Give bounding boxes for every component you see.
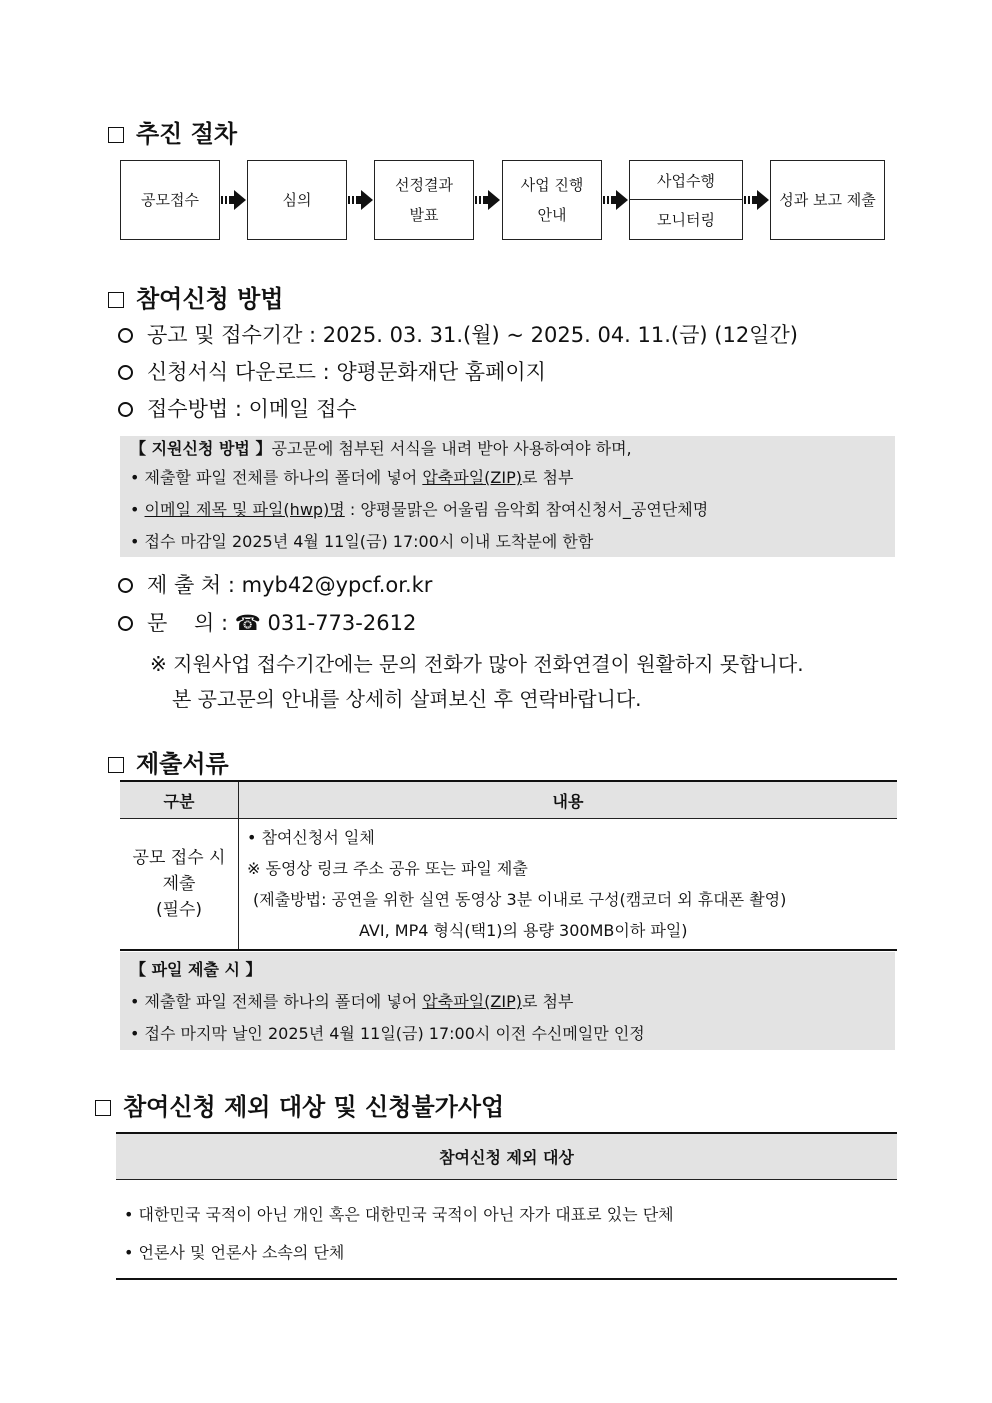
flow-step-5-top: 사업수행 xyxy=(630,161,742,200)
docs-row-label: 공모 접수 시 제출 (필수) xyxy=(120,819,239,951)
checkbox-square-icon xyxy=(108,127,124,143)
checkbox-square-icon xyxy=(95,1100,111,1116)
checkbox-square-icon xyxy=(108,292,124,308)
list-item: • 대한민국 국적이 아닌 개인 혹은 대한민국 국적이 아닌 자가 대표로 있는 단체 xyxy=(124,1205,674,1224)
notice-line-1: ※ 지원사업 접수기간에는 문의 전화가 많아 전화연결이 원활하지 못합니다. xyxy=(150,652,804,676)
ring-bullet-icon xyxy=(118,402,133,417)
flow-step-3: 선정결과 발표 xyxy=(374,160,474,240)
arrow-right-icon xyxy=(348,189,374,211)
section-title-procedure: 추진 절차 xyxy=(108,114,237,149)
docs-table-header xyxy=(120,781,897,819)
list-item: • 언론사 및 언론사 소속의 단체 xyxy=(124,1243,345,1262)
docs-col-content: 내용 xyxy=(239,781,898,819)
flow-step-1: 공모접수 xyxy=(120,160,220,240)
table-row xyxy=(120,819,897,951)
section-title-excluded: 참여신청 제외 대상 및 신청불가사업 xyxy=(95,1087,504,1122)
submit-to-item: 제 출 처 : myb42@ypcf.or.kr xyxy=(118,569,432,599)
flow-step-2: 심의 xyxy=(247,160,347,240)
notice-line-2: 본 공고문의 안내를 상세히 살펴보신 후 연락바랍니다. xyxy=(172,687,642,711)
inquiry-item: 문 의 : ☎ 031-773-2612 xyxy=(118,607,416,637)
ring-bullet-icon xyxy=(118,328,133,343)
flow-step-6: 성과 보고 제출 xyxy=(770,160,885,240)
arrow-right-icon xyxy=(603,189,629,211)
apply-box-line-2: • 이메일 제목 및 파일(hwp)명 : 양평물맑은 어울림 음악회 참여신청서_공연단체명 xyxy=(130,500,709,519)
ring-bullet-icon xyxy=(118,578,133,593)
excluded-table-header: 참여신청 제외 대상 xyxy=(116,1132,897,1180)
section-title-apply: 참여신청 방법 xyxy=(108,279,283,314)
section-title-docs: 제출서류 xyxy=(108,744,229,779)
ring-bullet-icon xyxy=(118,616,133,631)
flow-step-5 xyxy=(629,160,743,240)
apply-method-box xyxy=(120,436,895,557)
file-box-line-2: • 접수 마지막 날인 2025년 4월 11일(금) 17:00시 이전 수신메일만 인정 xyxy=(130,1024,645,1043)
docs-table xyxy=(120,780,897,951)
flow-step-4: 사업 진행 안내 xyxy=(502,160,602,240)
arrow-right-icon xyxy=(475,189,501,211)
apply-period-item: 공고 및 접수기간 : 2025. 03. 31.(월) ~ 2025. 04. 11.(금) (12일간) xyxy=(118,319,798,349)
apply-box-header: 【 지원신청 방법 】공고문에 첨부된 서식을 내려 받아 사용하여야 하며, xyxy=(130,439,632,458)
apply-box-line-1: • 제출할 파일 전체를 하나의 폴더에 넣어 압축파일(ZIP)로 첨부 xyxy=(130,468,574,487)
flow-step-5-bottom: 모니터링 xyxy=(657,211,715,229)
excluded-table-body xyxy=(116,1180,897,1280)
checkbox-square-icon xyxy=(108,757,124,773)
docs-col-category: 구분 xyxy=(120,781,239,819)
file-box-header: 【 파일 제출 시 】 xyxy=(130,960,262,979)
apply-method-item: 접수방법 : 이메일 접수 xyxy=(118,393,357,423)
ring-bullet-icon xyxy=(118,365,133,380)
docs-row-content: • 참여신청서 일체 ※ 동영상 링크 주소 공유 또는 파일 제출 (제출방법: 공연을 위한 실연 동영상 3분 이내로 구성(캠코더 외 휴대폰 촬영) AVI, MP4 형식(택1)의 용량 300MB이하 파일) xyxy=(247,828,787,940)
arrow-right-icon xyxy=(221,189,247,211)
apply-form-item: 신청서식 다운로드 : 양평문화재단 홈페이지 xyxy=(118,356,546,386)
phone-icon: ☎ 031-773-2612 xyxy=(234,611,417,635)
file-box-line-1: • 제출할 파일 전체를 하나의 폴더에 넣어 압축파일(ZIP)로 첨부 xyxy=(130,992,574,1011)
arrow-right-icon xyxy=(744,189,770,211)
apply-box-line-3: • 접수 마감일 2025년 4월 11일(금) 17:00시 이내 도착분에 한함 xyxy=(130,532,594,551)
file-submit-box xyxy=(120,952,895,1050)
